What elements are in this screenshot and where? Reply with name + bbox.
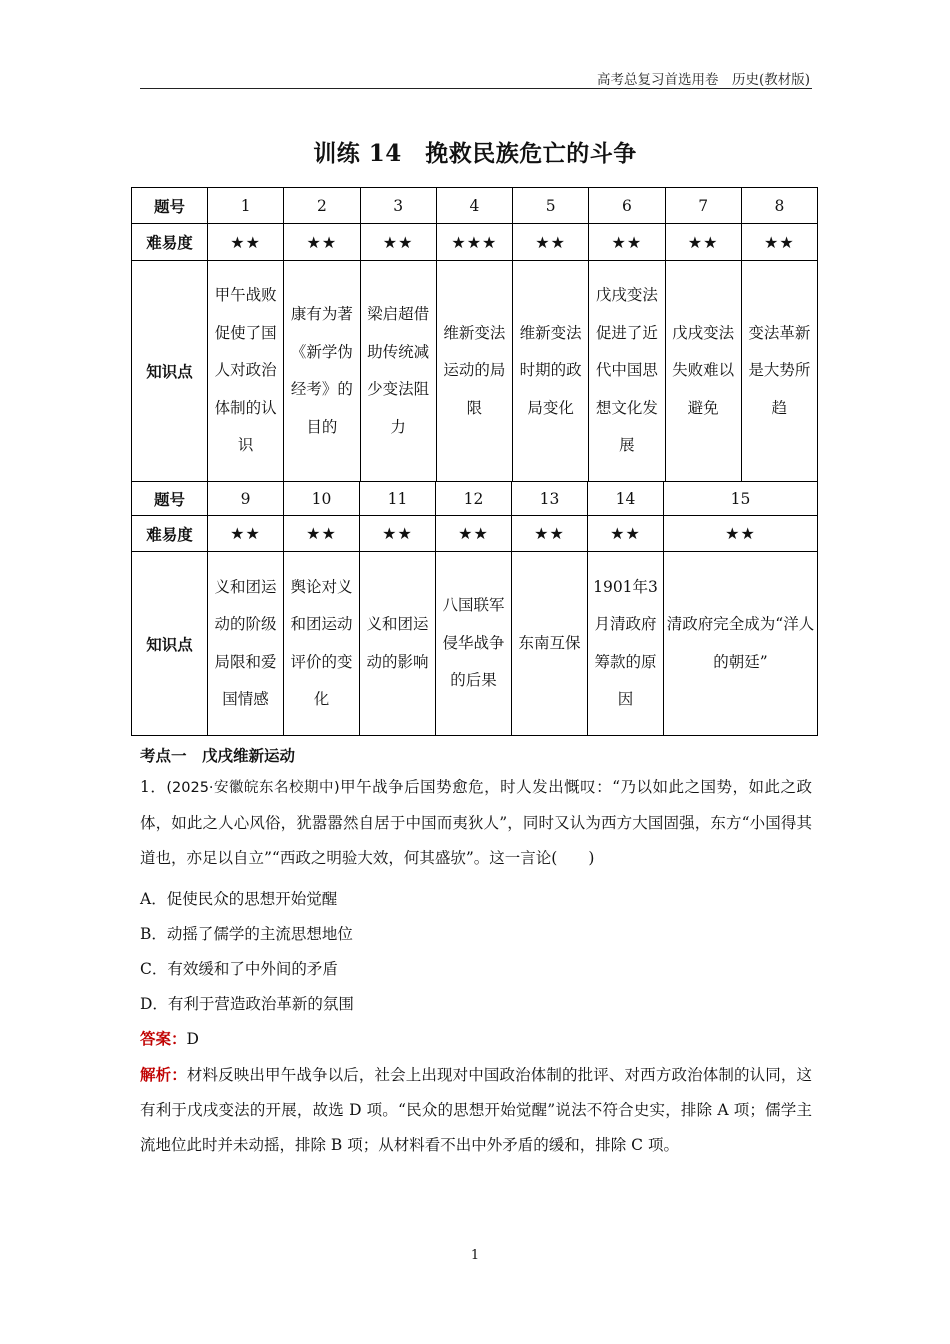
cell-num: 3 bbox=[360, 188, 436, 224]
cell-stars: ★★ bbox=[665, 224, 741, 261]
row-label-difficulty: 难易度 bbox=[132, 224, 208, 261]
cell-knowledge: 维新变法运动的局限 bbox=[436, 261, 512, 482]
cell-stars: ★★ bbox=[664, 516, 818, 552]
cell-num: 7 bbox=[665, 188, 741, 224]
cell-knowledge: 维新变法时期的政局变化 bbox=[513, 261, 589, 482]
cell-stars: ★★ bbox=[360, 516, 436, 552]
cell-num: 10 bbox=[284, 482, 360, 516]
section-heading: 考点一 戊戌维新运动 bbox=[140, 746, 296, 765]
table-row-number bbox=[132, 482, 818, 516]
option-c: C．有效缓和了中外间的矛盾 bbox=[140, 960, 338, 978]
cell-knowledge: 义和团运动的影响 bbox=[360, 552, 436, 736]
question-source: (2025·安徽皖东名校期中) bbox=[166, 780, 340, 796]
cell-stars: ★★ bbox=[208, 516, 284, 552]
explanation-text: 材料反映出甲午战争以后，社会上出现对中国政治体制的批评、对西方政治体制的认同，这有利于戊戌变法的开展，故选 D 项。“民众的思想开始觉醒”说法不符合史实，排除 A 项；儒学主流地位此时并未动摇，排除 B 项；从材料看不出中外矛盾的缓和，排除 C 项。 bbox=[140, 1066, 812, 1154]
knowledge-table-part2 bbox=[131, 481, 818, 736]
cell-stars: ★★ bbox=[589, 224, 665, 261]
option-a: A．促使民众的思想开始觉醒 bbox=[140, 890, 338, 908]
table-row-number bbox=[132, 188, 818, 224]
cell-knowledge: 戊戌变法失败难以避免 bbox=[665, 261, 741, 482]
row-label-knowledge: 知识点 bbox=[132, 261, 208, 482]
row-label-number: 题号 bbox=[132, 188, 208, 224]
cell-num: 9 bbox=[208, 482, 284, 516]
option-d: D．有利于营造政治革新的氛围 bbox=[140, 995, 354, 1013]
question-number: 1． bbox=[140, 778, 167, 796]
cell-num: 13 bbox=[512, 482, 588, 516]
header-text: 高考总复习首选用卷 历史(教材版) bbox=[596, 72, 810, 88]
row-label-difficulty: 难易度 bbox=[132, 516, 208, 552]
explanation bbox=[140, 1057, 812, 1163]
cell-num: 11 bbox=[360, 482, 436, 516]
table-row-difficulty bbox=[132, 516, 818, 552]
cell-stars: ★★ bbox=[741, 224, 817, 261]
row-label-number: 题号 bbox=[132, 482, 208, 516]
cell-stars: ★★ bbox=[208, 224, 284, 261]
cell-knowledge: 梁启超借助传统减少变法阻力 bbox=[360, 261, 436, 482]
cell-knowledge: 清政府完全成为“洋人的朝廷” bbox=[664, 552, 818, 736]
table-row-knowledge bbox=[132, 552, 818, 736]
cell-knowledge: 康有为著《新学伪经考》的目的 bbox=[284, 261, 360, 482]
table-row-difficulty bbox=[132, 224, 818, 261]
knowledge-table-part1 bbox=[131, 187, 818, 482]
row-label-knowledge: 知识点 bbox=[132, 552, 208, 736]
cell-stars: ★★ bbox=[513, 224, 589, 261]
answer-line bbox=[140, 1027, 199, 1049]
cell-num: 4 bbox=[436, 188, 512, 224]
cell-stars: ★★ bbox=[284, 516, 360, 552]
cell-knowledge: 甲午战败促使了国人对政治体制的认识 bbox=[208, 261, 284, 482]
cell-knowledge: 舆论对义和团运动评价的变化 bbox=[284, 552, 360, 736]
answer-label: 答案： bbox=[140, 1029, 187, 1048]
cell-stars: ★★ bbox=[512, 516, 588, 552]
question-stem bbox=[140, 770, 812, 876]
cell-num: 6 bbox=[589, 188, 665, 224]
cell-num: 8 bbox=[741, 188, 817, 224]
cell-knowledge: 东南互保 bbox=[512, 552, 588, 736]
cell-num: 14 bbox=[588, 482, 664, 516]
cell-stars: ★★★ bbox=[436, 224, 512, 261]
question-text: 甲午战争后国势愈危，时人发出慨叹：“乃以如此之国势，如此之政体，如此之人心风俗，犹嚣嚣然自居于中国而夷狄人”，同时又认为西方大国固强，东方“小国得其道也，亦足以自立”“西政之明验大效，何其盛欤”。这一言论( ) bbox=[140, 778, 812, 867]
cell-num: 1 bbox=[208, 188, 284, 224]
cell-knowledge: 义和团运动的阶级局限和爱国情感 bbox=[208, 552, 284, 736]
cell-knowledge: 变法革新是大势所趋 bbox=[741, 261, 817, 482]
cell-stars: ★★ bbox=[360, 224, 436, 261]
table-row-knowledge bbox=[132, 261, 818, 482]
option-b: B．动摇了儒学的主流思想地位 bbox=[140, 925, 353, 943]
cell-stars: ★★ bbox=[588, 516, 664, 552]
cell-knowledge: 戊戌变法促进了近代中国思想文化发展 bbox=[589, 261, 665, 482]
cell-stars: ★★ bbox=[284, 224, 360, 261]
page-title: 训练 14 挽救民族危亡的斗争 bbox=[313, 140, 637, 167]
answer-value: D bbox=[186, 1030, 199, 1048]
cell-knowledge: 1901年3月清政府筹款的原因 bbox=[588, 552, 664, 736]
explanation-label: 解析： bbox=[140, 1065, 187, 1084]
cell-num: 2 bbox=[284, 188, 360, 224]
page-number: 1 bbox=[470, 1248, 480, 1263]
cell-num: 15 bbox=[664, 482, 818, 516]
cell-stars: ★★ bbox=[436, 516, 512, 552]
cell-num: 5 bbox=[513, 188, 589, 224]
cell-num: 12 bbox=[436, 482, 512, 516]
page-header bbox=[140, 66, 812, 89]
cell-knowledge: 八国联军侵华战争的后果 bbox=[436, 552, 512, 736]
